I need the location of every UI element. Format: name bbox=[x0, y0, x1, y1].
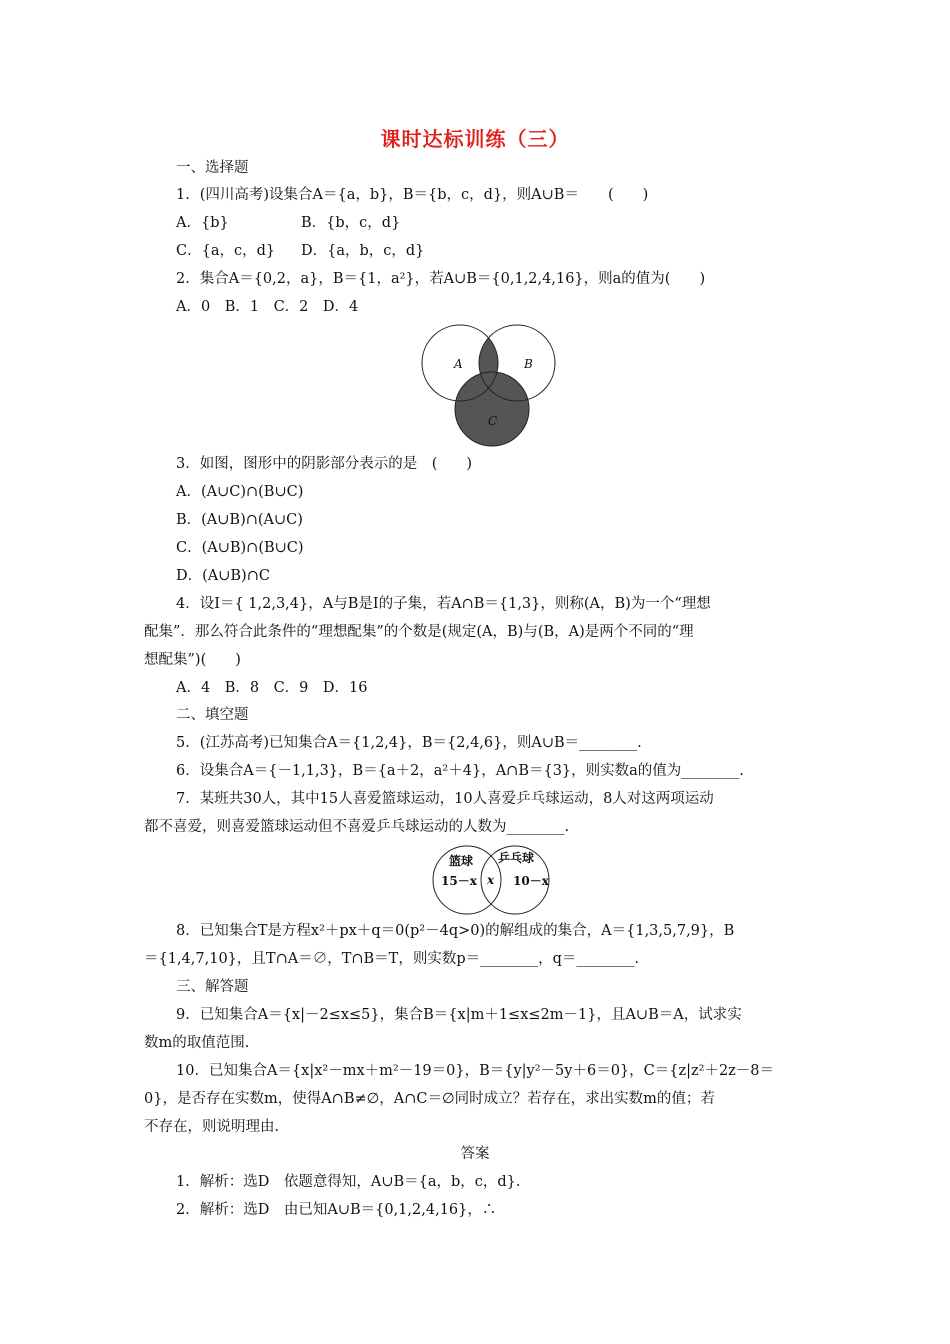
q2-options: A．0 B．1 C．2 D．4 bbox=[176, 299, 359, 315]
q10-line3: 不存在，则说明理由. bbox=[144, 1119, 280, 1135]
q4-line3: 想配集”)( ) bbox=[144, 652, 241, 668]
q3-option-b: B．(A∪B)∩(A∪C) bbox=[176, 512, 303, 528]
q6-stem: 6．设集合A＝{－1,1,3}，B＝{a＋2，a²＋4}，A∩B＝{3}，则实数a的值为________. bbox=[176, 763, 744, 779]
q10-line2: 0}，是否存在实数m，使得A∩B≠∅，A∩C＝∅同时成立？若存在，求出实数m的值；若 bbox=[144, 1091, 715, 1107]
q7-line1: 7．某班共30人，其中15人喜爱篮球运动，10人喜爱乒乓球运动，8人对这两项运动 bbox=[176, 791, 714, 807]
section-heading-answer: 三、解答题 bbox=[176, 979, 249, 995]
q8-line1: 8．已知集合T是方程x²＋px＋q＝0(p²－4q>0)的解组成的集合，A＝{1,3,5,7,9}，B bbox=[176, 923, 735, 939]
q1-stem: 1．(四川高考)设集合A＝{a，b}，B＝{b，c，d}，则A∪B＝ ( ) bbox=[176, 187, 649, 203]
answer-1: 1．解析：选D 依题意得知，A∪B＝{a，b，c，d}. bbox=[176, 1174, 521, 1190]
q3-option-d: D．(A∪B)∩C bbox=[176, 568, 270, 584]
q8-line2: ＝{1,4,7,10}，且T∩A＝∅，T∩B＝T，则实数p＝________，q＝________. bbox=[144, 951, 640, 967]
q4-line2: 配集”．那么符合此条件的“理想配集”的个数是(规定(A，B)与(B，A)是两个不同的“理 bbox=[144, 624, 694, 640]
venn-pingpong-title: 乒乓球 bbox=[498, 851, 535, 865]
q10-line1: 10．已知集合A＝{x|x²－mx＋m²－19＝0}，B＝{y|y²－5y＋6＝0}，C＝{z|z²＋2z－8＝ bbox=[176, 1063, 775, 1079]
venn-pingpong-value: 10－x bbox=[513, 874, 549, 888]
venn-label-c: C bbox=[488, 414, 498, 428]
venn-basketball-title: 篮球 bbox=[449, 854, 474, 868]
q2-stem: 2．集合A＝{0,2，a}，B＝{1，a²}，若A∪B＝{0,1,2,4,16}，则a的值为( ) bbox=[176, 271, 706, 287]
q7-line2: 都不喜爱，则喜爱篮球运动但不喜爱乒乓球运动的人数为________. bbox=[144, 819, 570, 835]
q3-stem: 3．如图，图形中的阴影部分表示的是 ( ) bbox=[176, 456, 473, 472]
q1-option-a: A．{b} bbox=[176, 215, 229, 231]
q3-option-a: A．(A∪C)∩(B∪C) bbox=[176, 484, 304, 500]
q5-stem: 5．(江苏高考)已知集合A＝{1,2,4}，B＝{2,4,6}，则A∪B＝________. bbox=[176, 735, 642, 751]
q1-option-b: B．{b，c，d} bbox=[301, 215, 401, 231]
answer-2: 2．解析：选D 由已知A∪B＝{0,1,2,4,16}，∴ bbox=[176, 1202, 497, 1218]
venn-overlap-value: x bbox=[487, 873, 495, 887]
section-heading-choice: 一、选择题 bbox=[176, 160, 249, 176]
q4-options: A．4 B．8 C．9 D．16 bbox=[176, 680, 368, 696]
q1-option-c: C．{a，c，d} bbox=[176, 243, 276, 259]
page-title: 课时达标训练（三） bbox=[380, 127, 570, 151]
q4-line1: 4．设I＝{ 1,2,3,4}，A与B是I的子集，若A∩B＝{1,3}，则称(A，B)为一个“理想 bbox=[176, 596, 711, 612]
venn-basketball-value: 15－x bbox=[441, 874, 477, 888]
answers-heading: 答案 bbox=[460, 1146, 490, 1162]
q9-line2: 数m的取值范围. bbox=[144, 1035, 250, 1051]
venn-diagram-sports bbox=[425, 843, 555, 917]
q9-line1: 9．已知集合A＝{x|－2≤x≤5}，集合B＝{x|m＋1≤x≤2m－1}，且A∪B＝A，试求实 bbox=[176, 1007, 742, 1023]
venn-label-a: A bbox=[454, 357, 463, 371]
venn-diagram-abc bbox=[420, 323, 570, 451]
venn-label-b: B bbox=[524, 357, 533, 371]
section-heading-fill: 二、填空题 bbox=[176, 707, 249, 723]
q1-option-d: D．{a，b，c，d} bbox=[301, 243, 425, 259]
q3-option-c: C．(A∪B)∩(B∪C) bbox=[176, 540, 304, 556]
